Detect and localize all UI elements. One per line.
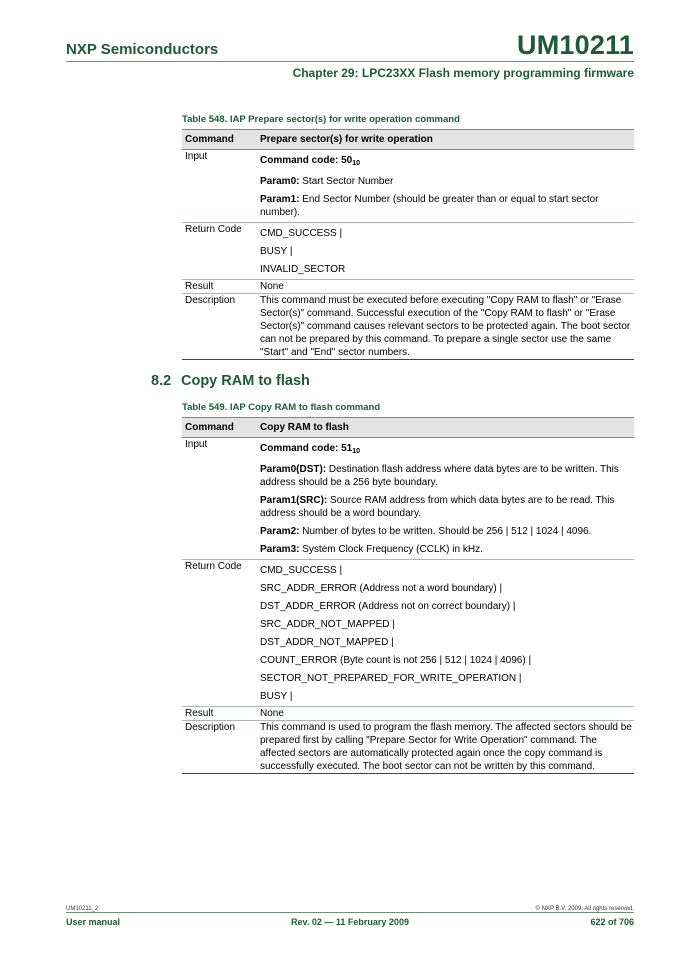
table-row-result xyxy=(182,280,634,294)
footer-page-number: 622 of 706 xyxy=(590,917,634,927)
param2: Param2: Number of bytes to be written. Should be 256 | 512 | 1024 | 4096. xyxy=(260,526,592,537)
table-row-input xyxy=(182,438,634,560)
header-cell-name: Copy RAM to flash xyxy=(257,418,634,438)
return-code-item: CMD_SUCCESS | xyxy=(260,228,343,239)
table-549 xyxy=(182,417,634,774)
row-value-return-code xyxy=(257,560,634,707)
section-heading xyxy=(151,373,310,389)
section-number: 8.2 xyxy=(151,373,172,389)
row-value-result: None xyxy=(257,280,634,294)
param0: Param0(DST): Destination flash address where data bytes are to be written. This address should be a 256 byte boundary. xyxy=(260,464,619,488)
footer-manual-type: User manual xyxy=(66,917,121,927)
footer-copyright: © NXP B.V. 2009. All rights reserved. xyxy=(535,906,634,912)
row-label-result: Result xyxy=(182,280,257,294)
param0: Param0: Start Sector Number xyxy=(260,176,394,187)
row-label-return-code: Return Code xyxy=(182,560,257,707)
table-548-caption: Table 548. IAP Prepare sector(s) for write operation command xyxy=(182,114,460,125)
row-label-input: Input xyxy=(182,438,257,560)
command-code: Command code: $50_{10}$ xyxy=(260,155,361,167)
table-row-return-code xyxy=(182,223,634,280)
row-value-description: This command is used to program the flash memory. The affected sectors should be prepared first by calling "Prepare Sector for Write Operation" command. The affected sectors are automatically protected again once the copy command is successfully executed. The boot sector can not be written by this command. xyxy=(257,721,634,774)
company-name: NXP Semiconductors xyxy=(66,41,219,58)
chapter-title: Chapter 29: LPC23XX Flash memory programming firmware xyxy=(292,66,634,80)
row-label-description: Description xyxy=(182,721,257,774)
return-code-item: BUSY | xyxy=(260,246,293,257)
return-code-item: SECTOR_NOT_PREPARED_FOR_WRITE_OPERATION | xyxy=(260,673,522,684)
footer-rule xyxy=(66,912,634,913)
header-rule xyxy=(66,61,634,62)
return-code-item: BUSY | xyxy=(260,691,293,702)
return-code-item: SRC_ADDR_ERROR (Address not a word boundary) | xyxy=(260,583,503,594)
row-value-description: This command must be executed before executing "Copy RAM to flash" or "Erase Sector(s)" command. Successful execution of the "Copy RAM to flash" or "Erase Sector(s)" command causes relevant sectors to be protected again. The boot sector can not be prepared by this command. To prepare a single sector use the same "Start" and "End" sector numbers. xyxy=(257,294,634,360)
header-cell-command: Command xyxy=(182,418,257,438)
footer-revision: Rev. 02 — 11 February 2009 xyxy=(291,917,409,927)
table-header-row xyxy=(182,130,634,150)
table-header-row xyxy=(182,418,634,438)
row-value-return-code xyxy=(257,223,634,280)
row-value-input xyxy=(257,438,634,560)
return-code-item: DST_ADDR_ERROR (Address not on correct boundary) | xyxy=(260,601,516,612)
table-row-description xyxy=(182,294,634,360)
section-title: Copy RAM to flash xyxy=(181,373,310,389)
table-row-input xyxy=(182,150,634,223)
header-cell-command: Command xyxy=(182,130,257,150)
param1: Param1: End Sector Number (should be greater than or equal to start sector number). xyxy=(260,194,599,218)
table-549-caption: Table 549. IAP Copy RAM to flash command xyxy=(182,402,381,413)
return-code-item: CMD_SUCCESS | xyxy=(260,565,343,576)
return-code-item: DST_ADDR_NOT_MAPPED | xyxy=(260,637,394,648)
row-label-input: Input xyxy=(182,150,257,223)
table-row-description xyxy=(182,721,634,774)
return-code-item: COUNT_ERROR (Byte count is not 256 | 512 | 1024 | 4096) | xyxy=(260,655,532,666)
row-label-description: Description xyxy=(182,294,257,360)
return-code-item: SRC_ADDR_NOT_MAPPED | xyxy=(260,619,395,630)
header-cell-name: Prepare sector(s) for write operation xyxy=(257,130,634,150)
row-value-input xyxy=(257,150,634,223)
param3: Param3: System Clock Frequency (CCLK) in kHz. xyxy=(260,544,483,555)
row-value-result: None xyxy=(257,707,634,721)
row-label-return-code: Return Code xyxy=(182,223,257,280)
param1: Param1(SRC): Source RAM address from which data bytes are to be read. This address should be a word boundary. xyxy=(260,495,615,519)
command-code: Command code: $51_{10}$ xyxy=(260,443,361,455)
footer-doc-code: UM10211_2 xyxy=(66,906,99,912)
table-row-result xyxy=(182,707,634,721)
row-label-result: Result xyxy=(182,707,257,721)
return-code-item: INVALID_SECTOR xyxy=(260,264,346,275)
table-548 xyxy=(182,129,634,360)
document-id: UM10211 xyxy=(517,30,634,60)
table-row-return-code xyxy=(182,560,634,707)
